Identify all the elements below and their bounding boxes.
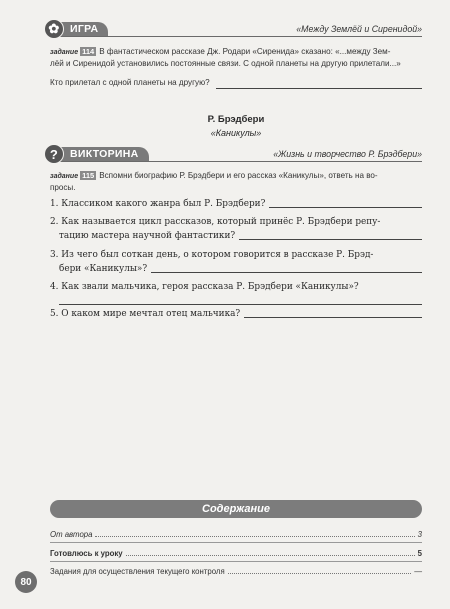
task-number-115: 115	[82, 171, 95, 180]
question-3	[50, 248, 422, 262]
quiz-section-header	[50, 147, 422, 162]
question-2	[50, 215, 422, 229]
toc-leader	[126, 549, 415, 556]
question-2-line1: 2. Как называется цикл рассказов, который принёс Р. Брэдбери репу-	[50, 217, 381, 227]
question-5	[50, 307, 422, 321]
game-tab-label: ИГРА	[70, 23, 99, 35]
question-2-line2: тацию мастера научной фантастики?	[59, 231, 236, 241]
task-115-intro-line2: просы.	[50, 182, 76, 192]
toc-item[interactable]	[50, 530, 422, 543]
answer-line-114[interactable]	[216, 80, 422, 89]
puzzle-icon: ✿	[44, 19, 64, 39]
game-tab	[50, 22, 108, 36]
question-4	[50, 280, 422, 294]
answer-line-q2[interactable]	[239, 231, 422, 240]
toc-item-page: 5	[417, 549, 422, 558]
question-3-line1: 3. Из чего был соткан день, о котором говорится в рассказе Р. Брэд-	[50, 250, 374, 260]
task-114-question-row	[50, 78, 422, 89]
question-1-text: 1. Классиком какого жанра был Р. Брэдбери?	[50, 199, 266, 209]
question-4-text: 4. Как звали мальчика, героя рассказа Р. Брэдбери «Каникулы»?	[50, 282, 359, 292]
author-name: Р. Брэдбери	[207, 114, 265, 125]
task-114-text	[50, 47, 422, 69]
toc-leader	[95, 530, 414, 537]
answer-line-q4[interactable]	[59, 296, 422, 305]
answer-line-q1[interactable]	[269, 199, 422, 208]
toc-item-label: От автора	[50, 530, 93, 539]
task-114-question: Кто прилетал с одной планеты на другую?	[50, 78, 210, 87]
toc-item-label: Задания для осуществления текущего контроля	[50, 567, 225, 576]
toc-item[interactable]	[50, 549, 422, 562]
task-115-intro-line1: Вспомни биографию Р. Брэдбери и его рассказ «Каникулы», ответь на во-	[99, 171, 378, 180]
quiz-tab	[50, 147, 149, 161]
quiz-tab-label: ВИКТОРИНА	[70, 148, 139, 160]
question-mark-icon: ?	[44, 144, 64, 164]
answer-line-q5[interactable]	[244, 309, 422, 318]
answer-line-q3[interactable]	[151, 264, 422, 273]
toc-item-label: Готовлюсь к уроку	[50, 549, 123, 558]
question-1	[50, 197, 422, 211]
question-3-cont	[50, 262, 422, 276]
game-topic: «Между Землёй и Сиренидой»	[296, 24, 422, 34]
game-section-header	[50, 22, 422, 37]
question-3-line2: бери «Каникулы»?	[59, 264, 148, 274]
task-114-line2: лёй и Сиренидой установились постоянные связи. С одной планеты на другую прилетали...»	[50, 58, 401, 68]
page-number: 80	[15, 571, 37, 593]
contents-header	[50, 500, 422, 518]
toc-leader	[228, 567, 412, 574]
task-number-114: 114	[82, 47, 95, 56]
task-115-text	[50, 171, 422, 193]
question-5-text: 5. О каком мире мечтал отец мальчика?	[50, 309, 241, 319]
toc-item-page: —	[414, 567, 422, 576]
toc-item-page: 3	[417, 530, 422, 539]
work-title: «Каникулы»	[210, 128, 262, 138]
task-label: задание	[50, 173, 79, 180]
task-114-line1: В фантастическом рассказе Дж. Родари «Сиренида» сказано: «...между Зем-	[99, 47, 391, 56]
toc-item[interactable]	[50, 567, 422, 576]
contents-title: Содержание	[202, 503, 270, 515]
task-label: задание	[50, 49, 79, 56]
quiz-topic: «Жизнь и творчество Р. Брэдбери»	[273, 149, 422, 159]
question-2-cont	[50, 229, 422, 243]
